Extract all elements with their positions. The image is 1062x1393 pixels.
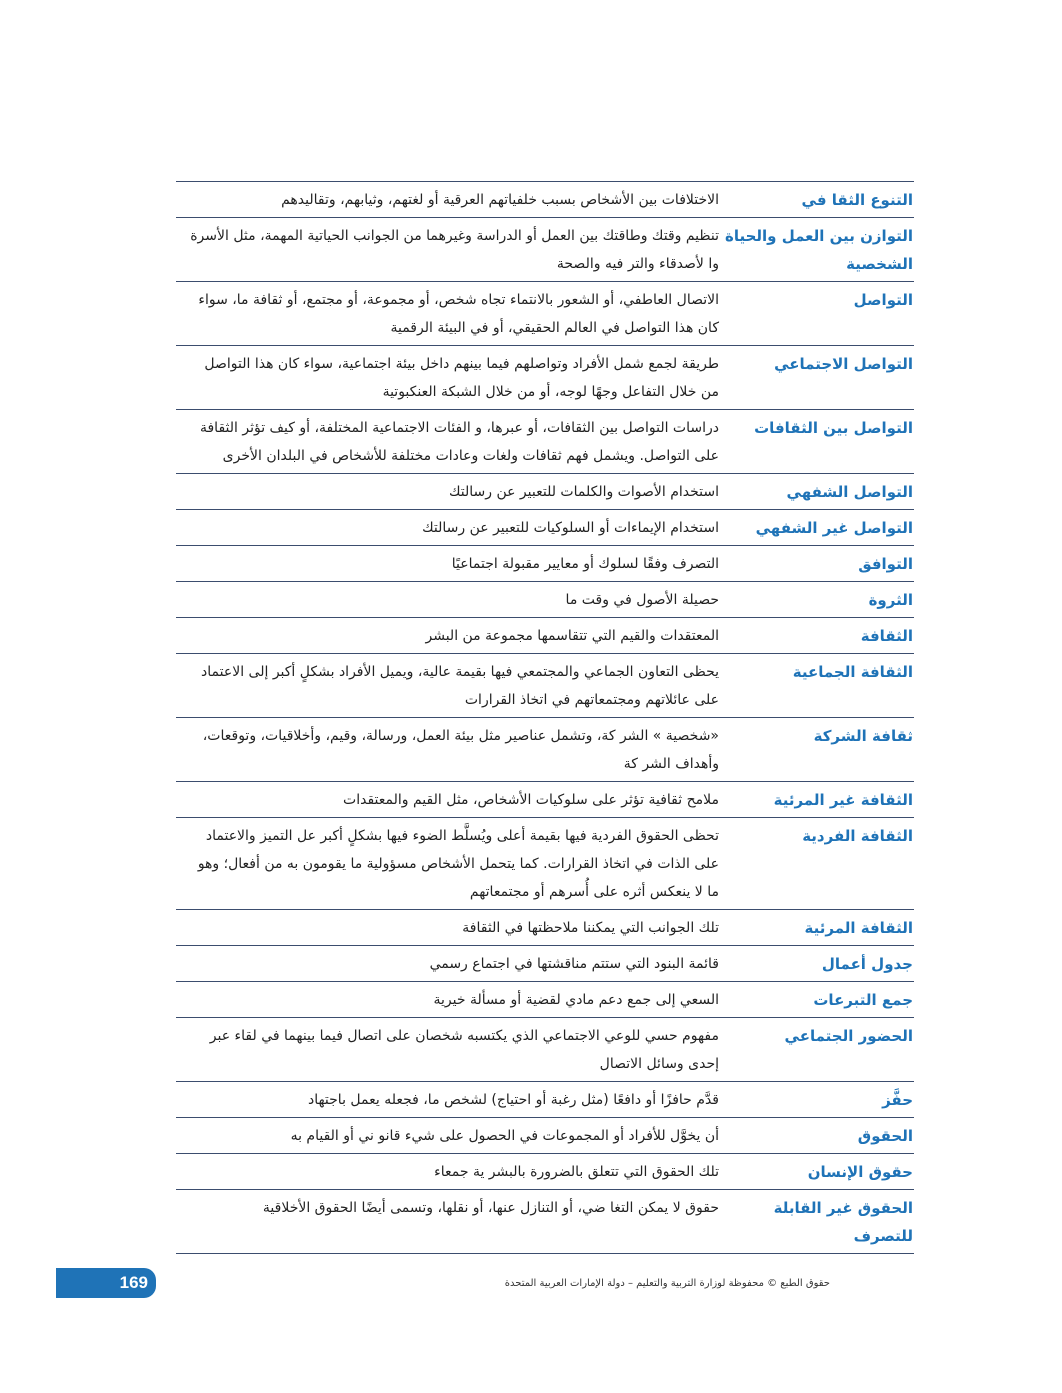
page-number-badge: 169 [56, 1268, 156, 1298]
glossary-term: التواصل الشفهي [786, 483, 913, 501]
glossary-definition: التصرف وفقًا لسلوك أو معايير مقبولة اجتماعيًا [451, 556, 719, 572]
glossary-term: التواصل [853, 291, 913, 309]
glossary-term: التواصل بين الثقافات [754, 419, 913, 437]
glossary-term: التواصل الاجتماعي [774, 355, 913, 373]
glossary-definition: ملامح ثقافية تؤثر على سلوكيات الأشخاص، مثل القيم والمعتقدات [343, 792, 719, 808]
glossary-term: التوافق [858, 555, 913, 573]
glossary-term: الحقوق [857, 1127, 913, 1145]
glossary-row [176, 946, 914, 982]
glossary-definition: تحظى الحقوق الفردية فيها بقيمة أعلى ويُسلَّط الضوء فيها بشكلٍ أكبر عل التميز والاعتماد على الذات في اتخاذ القرارات. كما يتحمل الأشخاص مسؤولية ما يقومون به من أفعال؛ وهو ما لا ينعكس أثره على أُسرهم أو مجتمعاتهم [197, 828, 719, 900]
glossary-definition: أن يخوَّل للأفراد أو المجموعات في الحصول على شيء قانو ني أو القيام به [290, 1128, 719, 1144]
glossary-row [176, 654, 914, 718]
glossary-term: الثقافة المرئية [804, 919, 913, 937]
glossary-term: حفَّز [882, 1091, 913, 1109]
glossary-row [176, 546, 914, 582]
glossary-term: جدول أعمال [821, 955, 913, 973]
glossary-definition: قدَّم حافزًا أو دافعًا (مثل رغبة أو احتياج) لشخص ما، فجعله يعمل باجتهاد [307, 1092, 719, 1108]
glossary-term: الثقافة الفردية [802, 827, 913, 845]
glossary-term: الحضور الجتماعي [784, 1027, 913, 1045]
glossary-row [176, 182, 914, 218]
glossary-definition: «شخصية » الشر كة، وتشمل عناصير مثل بيئة العمل، ورسالة، وقيم، وأخلاقيات، وتوقعات، وأهداف الشر كة [202, 728, 719, 772]
glossary-row [176, 618, 914, 654]
glossary-definition: تلك الحقوق التي تتعلق بالضرورة بالبشر ية جمعاء [434, 1164, 719, 1180]
glossary-definition: حصيلة الأصول في وقت ما [565, 592, 719, 608]
glossary-term: الثقافة غير المرئية [773, 791, 913, 809]
glossary-term: التوازن بين العمل والحياة الشخصية [724, 227, 913, 273]
glossary-definition: حقوق لا يمكن التغا ضي، أو التنازل عنها، أو نقلها، وتسمى أيضًا الحقوق الأخلاقية [262, 1200, 719, 1216]
glossary-definition: قائمة البنود التي ستتم مناقشتها في اجتماع رسمي [429, 956, 719, 972]
glossary-row [176, 1190, 914, 1254]
glossary-definition: الاختلافات بين الأشخاص بسبب خلفياتهم العرقية أو لغتهم، وثيابهم، وتقاليدهم [281, 192, 719, 208]
glossary-row [176, 1082, 914, 1118]
copyright-footer: حقوق الطبع © محفوظة لوزارة التربية والتعليم – دولة الإمارات العربية المتحدة [504, 1278, 830, 1289]
glossary-definition: المعتقدات والقيم التي تتقاسمها مجموعة من البشر [425, 628, 719, 644]
glossary-row [176, 1018, 914, 1082]
glossary-term: جمع التبرعات [813, 991, 913, 1009]
glossary-row [176, 818, 914, 910]
glossary-definition: يحظى التعاون الجماعي والمجتمعي فيها بقيمة عالية، ويميل الأفراد بشكلٍ أكبر إلى الاعتماد على عائلاتهم ومجتمعاتهم في اتخاذ القرارات [201, 664, 719, 708]
glossary-term: الثقافة [860, 627, 913, 645]
glossary-term: الحقوق غير القابلة للتصرف [773, 1199, 913, 1245]
glossary-term: حقوق الإنسان [807, 1163, 913, 1181]
glossary-row [176, 910, 914, 946]
glossary-definition: تلك الجوانب التي يمكننا ملاحظتها في الثقافة [462, 920, 719, 936]
glossary-row [176, 782, 914, 818]
glossary-row [176, 218, 914, 282]
glossary-table [176, 181, 914, 1254]
glossary-row [176, 474, 914, 510]
glossary-row [176, 510, 914, 546]
glossary-row [176, 582, 914, 618]
glossary-row [176, 346, 914, 410]
glossary-row [176, 1118, 914, 1154]
glossary-definition: الاتصال العاطفي، أو الشعور بالانتماء تجاه شخص، أو مجموعة، أو مجتمع، أو ثقافة ما، سواء كان هذا التواصل في العالم الحقيقي، أو في البيئة الرقمية [198, 292, 719, 336]
glossary-definition: تنظيم وقتك وطاقتك بين العمل أو الدراسة وغيرهما من الجوانب الحياتية المهمة، مثل الأسرة وا لأصدقاء والتر فيه والصحة [190, 228, 719, 272]
glossary-row [176, 410, 914, 474]
glossary-row [176, 282, 914, 346]
glossary-term: الثقافة الجماعية [792, 663, 913, 681]
glossary-definition: السعي إلى جمع دعم مادي لقضية أو مسألة خيرية [433, 992, 719, 1008]
glossary-definition: استخدام الإيماءات أو السلوكيات للتعبير عن رسالتك [422, 520, 719, 536]
glossary-term: التواصل غير الشفهي [755, 519, 913, 537]
glossary-definition: مفهوم حسي للوعي الاجتماعي الذي يكتسبه شخصان على اتصال فيما بينهما في لقاء عبر إحدى وسائل الاتصال [209, 1028, 719, 1072]
glossary-definition: طريقة لجمع شمل الأفراد وتواصلهم فيما بينهم داخل بيئة اجتماعية، سواء كان هذا التواصل من خلال التفاعل وجهًا لوجه، أو من خلال الشبكة العنكبوتية [204, 356, 719, 400]
glossary-definition: دراسات التواصل بين الثقافات، أو عبرها، و الفئات الاجتماعية المختلفة، أو كيف تؤثر الثقافة على التواصل. ويشمل فهم ثقافات ولغات وعادات مختلفة للأشخاص في البلدان الأخرى [199, 420, 719, 464]
glossary-row [176, 718, 914, 782]
glossary-definition: استخدام الأصوات والكلمات للتعبير عن رسالتك [448, 484, 719, 500]
glossary-term: الثروة [868, 591, 913, 609]
glossary-term: ثقافة الشركة [813, 727, 913, 745]
glossary-term: التنوع الثقا في [801, 191, 913, 209]
glossary-row [176, 1154, 914, 1190]
glossary-row [176, 982, 914, 1018]
